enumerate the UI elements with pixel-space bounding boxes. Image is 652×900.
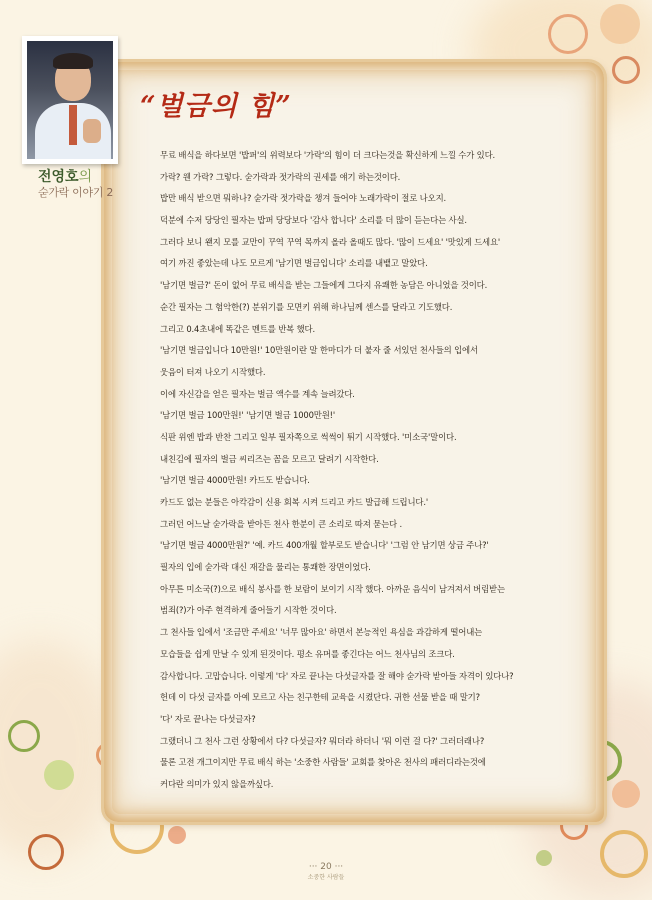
text-line: '다' 자로 끝나는 다섯글자?: [160, 713, 256, 724]
text-line: 무료 배식을 하다보면 '밥퍼'의 위력보다 '가락'의 힘이 더 크다는것을 확신하게 느낄 수가 있다.: [160, 150, 496, 160]
text-line: 그러다 보니 왠지 모를 교만이 꾸역 꾸역 목까지 올라 올때도 많다. '많이 드세요' '맛있게 드세요': [160, 236, 501, 247]
text-line: 그러던 어느날 숟가락을 받아든 천사 한분이 큰 소리로 따져 묻는다 .: [160, 518, 403, 529]
decorative-circle: [44, 760, 74, 790]
text-line: 감사합니다. 고맙습니다. 이렇게 '다' 자로 끝나는 다섯글자를 잘 해야 숟가락 받아들 자격이 있다나?: [160, 670, 514, 681]
article-title: “벌금의 힘”: [140, 91, 292, 122]
text-line: 이에 자신감을 얻은 필자는 벌금 액수를 계속 늘려갔다.: [160, 388, 355, 399]
text-line: 웃음이 터져 나오기 시작했다.: [160, 366, 266, 377]
text-line: 필자의 입에 숟가락 대신 재갈을 물리는 통쾌한 장면이었다.: [160, 562, 371, 573]
column-name: 숟가락 이야기 2: [38, 186, 114, 199]
decorative-circle: [548, 14, 588, 54]
page-number: ··· 20 ···: [308, 862, 344, 872]
text-line: 밥만 배식 받으면 뭐하나? 숟가락 젓가락을 챙겨 들어야 노래가락이 절로 나오지.: [160, 193, 447, 204]
text-line: 순간 필자는 그 험악한(?) 분위기를 모면키 위해 하나님께 센스를 달라고 기도했다.: [160, 301, 453, 312]
text-line: 카드도 없는 분들은 아칵감이 신용 회복 시켜 드리고 카드 발급해 드립니다.': [160, 497, 428, 507]
text-line: 가락? 웬 가락? 그렇다. 숟가락과 젓가락의 권세를 얘기 하는것이다.: [160, 171, 401, 182]
decorative-circle: [612, 780, 640, 808]
decorative-circle: [612, 56, 640, 84]
text-line: '남기면 벌금입니다 10만원!' 10만원이란 말 한마디가 더 붙자 줄 서있던 천사들의 입에서: [160, 345, 478, 356]
publication-name: 소중한 사람들: [307, 874, 345, 881]
text-line: 식판 위엔 밥과 반찬 그리고 일부 필자쪽으로 썩썩이 튀기 시작했다. '미소국'말이다.: [160, 431, 457, 442]
text-line: 헌데 이 다섯 글자를 아예 모르고 사는 친구한테 교육을 시켰단다. 귀한 선물 받을 때 말기?: [160, 692, 480, 703]
text-line: '남기면 벌금 4000만원! 카드도 받습니다.: [160, 475, 310, 486]
text-line: 그랬더니 그 천사 그런 상황에서 다? 다섯글자? 뭐더라 하더니 '뭐 이런 걸 다?' 그러더래나?: [160, 735, 485, 746]
text-line: '남기면 벌금 100만원!' '남기면 벌금 1000만원!': [160, 410, 335, 421]
text-line: 그 천사들 입에서 '조금만 주세요' '너무 많아요' 하면서 본능적인 욕심을 과감하게 떨어내는: [160, 627, 483, 638]
text-line: 아무튼 미소국(?)으로 배식 봉사를 한 보람이 보이기 시작 했다. 아까운 음식이 남겨져서 버림받는: [160, 583, 505, 594]
author-name: 전영호의: [38, 169, 93, 185]
text-line: 내친김에 필자의 벌금 씨리즈는 꼼을 모르고 달려기 시작한다.: [160, 453, 379, 464]
article-body: [160, 145, 580, 796]
text-line: 그리고 0.4초내에 똑같은 멘트를 반복 했다.: [160, 323, 315, 334]
text-line: 여기 까진 좋았는데 나도 모르게 '남기면 벌금입니다' 소리를 내뱉고 말았다.: [160, 258, 428, 269]
text-line: 물론 고전 개그이지만 무료 배식 하는 '소중한 사람들' 교회를 찾아온 천사의 패러디라는것에: [160, 757, 486, 768]
author-photo: [22, 36, 118, 164]
text-line: 덕분에 수저 당당인 필자는 밥퍼 당당보다 '감사 합니다' 소리를 더 많이 듣는다는 사실.: [160, 215, 467, 226]
text-line: 모습들을 쉽게 만날 수 있게 된것이다. 평소 유머를 좋긴다는 어느 천사님의 조크다.: [160, 648, 455, 659]
text-line: 커다란 의미가 있지 않을까싶다.: [160, 778, 274, 789]
page-footer: [0, 862, 652, 881]
text-line: 범죄(?)가 아주 현격하게 줄어들기 시작한 것이다.: [160, 605, 337, 616]
text-line: '남기면 벌금?' 돈이 없어 무료 배식을 받는 그들에게 그다지 유쾌한 농담은 아니었을 것이다.: [160, 280, 488, 291]
text-line: '남기면 벌금 4000만원?' '예. 카드 400개월 할부로도 받습니다' '그럼 안 남기면 상금 주나?': [160, 540, 489, 551]
decorative-circle: [600, 4, 640, 44]
decorative-circle: [168, 826, 186, 844]
decorative-circle: [8, 720, 40, 752]
